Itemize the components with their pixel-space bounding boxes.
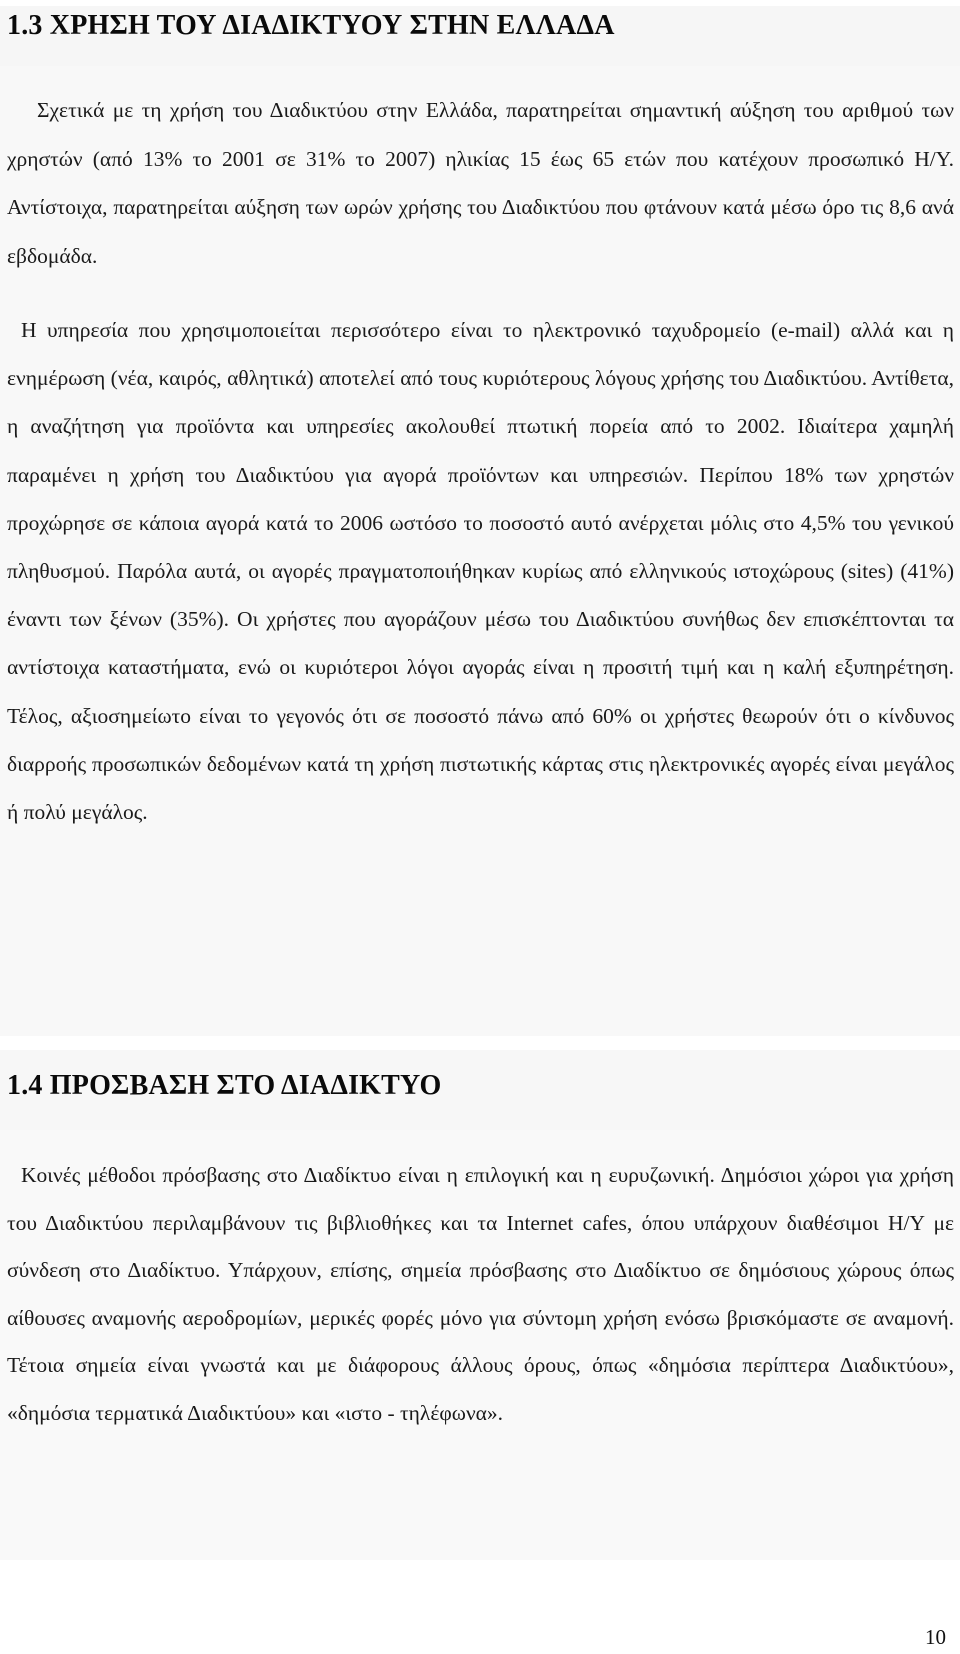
paragraph-internet-users-growth: Σχετικά με τη χρήση του Διαδικτύου στην Ελλάδα, παρατηρείται σημαντική αύξηση του αριθμού των χρηστών (από 13% το 2001 σε 31% το 2007) ηλικίας 15 έως 65 ετών που κατέχουν προσωπικό Η/Υ. Αντίστοιχα, παρατηρείται αύξηση των ωρών χρήσης του Διαδικτύου που φτάνουν κατά μέσω όρο τις 8,6 ανά εβδομάδα.	[7, 98, 954, 268]
paragraph-internet-access-methods: Κοινές μέθοδοι πρόσβασης στο Διαδίκτυο είναι η επιλογική και η ευρυζωνική. Δημόσιοι χώροι για χρήση του Διαδικτύου περιλαμβάνουν τις βιβλιοθήκες και τα Internet cafes, όπου υπάρχουν διαθέσιμοι Η/Υ με σύνδεση στο Διαδίκτυο. Υπάρχουν, επίσης, σημεία πρόσβασης στο Διαδίκτυο σε δημόσιους χώρους όπως αίθουσες αναμονής αεροδρομίων, μερικές φορές μόνο για σύντομη χρήση ενόσω βρισκόμαστε σε αναμονή. Τέτοια σημεία είναι γνωστά και με διάφορους άλλους όρους, όπως «δημόσια περίπτερα Διαδικτύου», «δημόσια τερματικά Διαδικτύου» και «ιστο - τηλέφωνα».	[7, 1163, 954, 1425]
page-number: 10	[925, 1625, 946, 1649]
paragraph-internet-services-usage: Η υπηρεσία που χρησιμοποιείται περισσότερο είναι το ηλεκτρονικό ταχυδρομείο (e-mail) αλλά και η ενημέρωση (νέα, καιρός, αθλητικά) αποτελεί από τους κυριότερους λόγους χρήσης του Διαδικτύου. Αντίθετα, η αναζήτηση για προϊόντα και υπηρεσίες ακολουθεί πτωτική πορεία από το 2002. Ιδιαίτερα χαμηλή παραμένει η χρήση του Διαδικτύου για αγορά προϊόντων και υπηρεσιών. Περίπου 18% των χρηστών προχώρησε σε κάποια αγορά κατά το 2006 ωστόσο το ποσοστό αυτό ανέρχεται μόλις στο 4,5% του γενικού πληθυσμού. Παρόλα αυτά, οι αγορές πραγματοποιήθηκαν κυρίως από ελληνικούς ιστοχώρους (sites) (41%) έναντι των ξένων (35%). Οι χρήστες που αγοράζουν μέσω του Διαδικτύου συνήθως δεν επισκέπτονται τα αντίστοιχα καταστήματα, ενώ οι κυριότεροι λόγοι αγοράς είναι η προσιτή τιμή και η καλή εξυπηρέτηση. Τέλος, αξιοσημείωτο είναι το γεγονός ότι σε ποσοστό πάνω από 60% οι χρήστες θεωρούν ότι ο κίνδυνος διαρροής προσωπικών δεδομένων κατά τη χρήση πιστωτικής κάρτας στις ηλεκτρονικές αγορές είναι μεγάλος ή πολύ μεγάλος.	[7, 318, 954, 825]
section-heading-internet-use-greece: 1.3 ΧΡΗΣΗ ΤΟΥ ΔΙΑΔΙΚΤΥΟΥ ΣΤΗΝ ΕΛΛΑΔΑ	[7, 10, 615, 41]
section-heading-internet-access: 1.4 ΠΡΟΣΒΑΣΗ ΣΤΟ ΔΙΑΔΙΚΤΥΟ	[7, 1070, 442, 1101]
